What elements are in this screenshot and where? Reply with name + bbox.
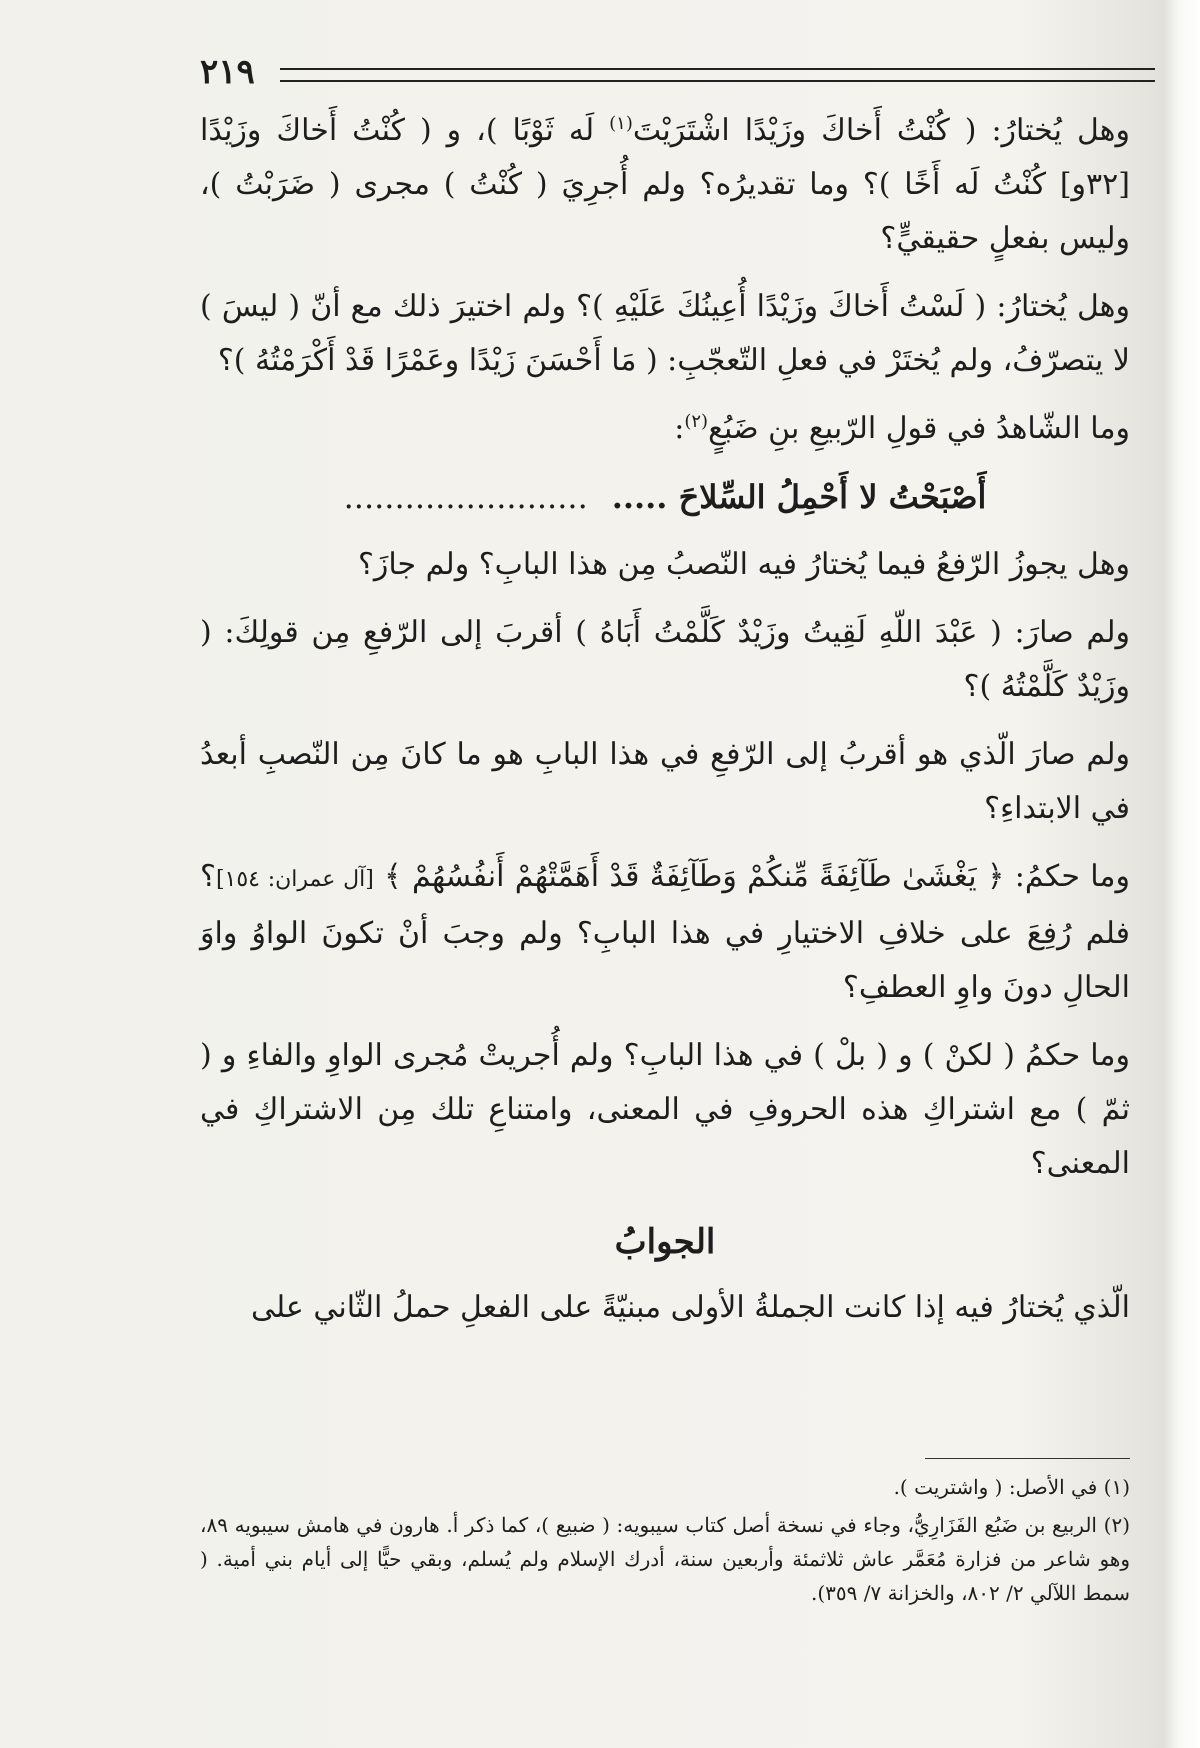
paragraph-6: ولم صارَ الّذي هو أقربُ إلى الرّفعِ في هذا البابِ هو ما كانَ مِن النّصبِ أبعدُ في الابتداءِ؟ [200,737,1130,826]
footnotes [200,1470,1130,1614]
paragraph-text: وهل يُختارُ: ( كُنْتُ أَخاكَ وزَيْدًا اشْتَرَيْتَ [632,113,1130,148]
footnote-2: (٢) الربيع بن ضَبُع الفَزَارِيُّ، وجاء في نسخة أصل كتاب سيبويه: ( ضبيع )، كما ذكر أ. هارون في هامش سيبويه ٨٩، وهو شاعر من فزارة مُعَمَّر عاش ثلاثمئة وأربعين سنة، أدرك الإسلام ولم يُسلم، وبقي حيًّا إلى أيام بني أمية. ( سمط اللآلي ٢/ ٨٠٢، والخزانة ٧/ ٣٥٩). [200,1513,1130,1605]
header-double-rule [280,68,1155,82]
paragraph-2: وهل يُختارُ: ( لَسْتُ أَخاكَ وزَيْدًا أُعِينُكَ عَلَيْهِ )؟ ولم اختيرَ ذلك مع أنّ ( ليسَ ) لا يتصرّفُ، ولم يُختَرْ في فعلِ التّعجّبِ: ( مَا أَحْسَنَ زَيْدًا وعَمْرًا قَدْ أَكْرَمْتُهُ )؟ [200,289,1130,378]
page-number: ٢١٩ [200,52,255,92]
quran-verse: وما حكمُ: ﴿ يَغْشَىٰ طَآئِفَةً مِّنكُمْ وَطَآئِفَةٌ قَدْ أَهَمَّتْهُمْ أَنفُسُهُمْ ﴾ [384,859,1130,894]
paragraph-text: وما الشّاهدُ في قولِ الرّبيعِ بنِ ضَبُعٍ [708,411,1130,446]
paragraph-5: ولم صارَ: ( عَبْدَ اللّهِ لَقِيتُ وزَيْدٌ كَلَّمْتُ أَبَاهُ ) أقربَ إلى الرّفعِ مِن قولِكَ: ( وزَيْدٌ كَلَّمْتُهُ )؟ [200,615,1130,704]
footnote-marker-1[interactable]: (١) [609,113,633,134]
paragraph-quran [200,850,1130,1015]
poetry-verse [200,470,1130,524]
page-gutter [1164,0,1200,1748]
footnote-separator [925,1458,1130,1459]
section-heading: الجوابُ [614,1222,716,1262]
paragraph-text: ؟ فلم رُفِعَ على خلافِ الاختيارِ في هذا البابِ؟ ولم وجبَ أنْ تكونَ الواوُ واوَ الحالِ دونَ واوِ العطفِ؟ [200,859,1130,1005]
verse-hemistich: أَصْبَحْتُ لا أَحْمِلُ السِّلاحَ ..... [611,478,987,516]
paragraph-3 [200,402,1130,456]
verse-dots: ........................ [343,478,588,516]
paragraph-text: : [674,411,685,446]
page-header [200,52,1155,92]
quran-reference: [آل عمران: ١٥٤] [215,867,374,892]
footnote-marker-2[interactable]: (٢) [684,411,709,432]
paragraph-4: وهل يجوزُ الرّفعُ فيما يُختارُ فيه النّصبُ مِن هذا البابِ؟ ولم جازَ؟ [357,547,1130,582]
paragraph-1 [200,104,1130,266]
answer-paragraph: الّذي يُختارُ فيه إذا كانت الجملةُ الأولى مبنيّةً على الفعلِ حملُ الثّاني على [250,1290,1130,1325]
main-text [200,104,1130,1349]
paragraph-text: لَه ثَوْبًا )، و ( كُنْتُ أَخاكَ وزَيْدًا [٣٢و] كُنْتُ لَه أَخًا )؟ وما تقديرُه؟ ولم أُجرِيَ ( كُنْتُ ) مجرى ( ضَرَبْتُ )، وليس بفعلٍ حقيقيٍّ؟ [200,113,1130,256]
paragraph-8: وما حكمُ ( لكنْ ) و ( بلْ ) في هذا البابِ؟ ولم أُجريتْ مُجرى الواوِ والفاءِ و ( ثمّ ) مع اشتراكِ هذه الحروفِ في المعنى، وامتناعِ تلك مِن الاشتراكِ في المعنى؟ [200,1038,1130,1181]
footnote-1: (١) في الأصل: ( واشتريت ). [893,1475,1130,1499]
